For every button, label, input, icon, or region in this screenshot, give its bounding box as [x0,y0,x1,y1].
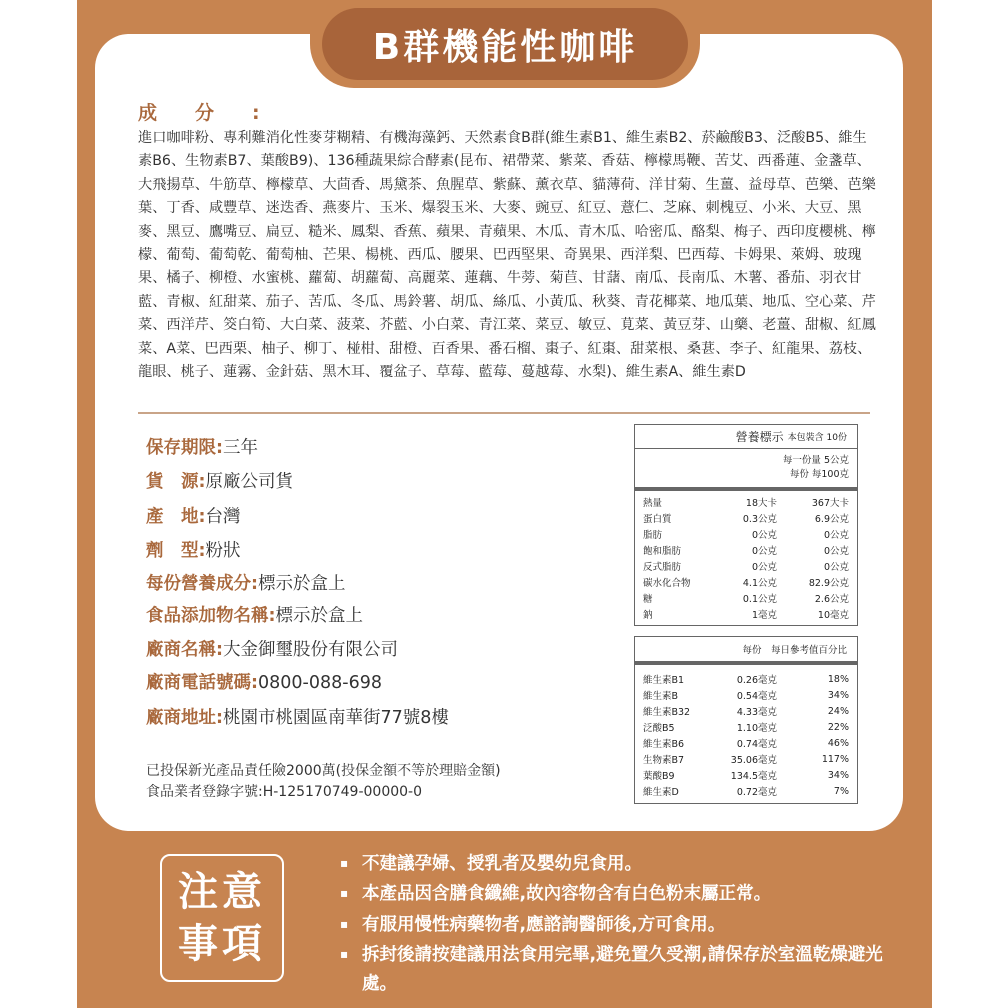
warning-list [340,849,900,1000]
spec-shelf-life: 保存期限:三年 [146,438,258,458]
table-row: 糖 0.1公克 2.6公克 [643,594,849,605]
list-item: ▪ 不建議孕婦、授乳者及嬰幼兒食用。 [340,849,900,879]
table-row: 蛋白質 0.3公克 6.9公克 [643,514,849,525]
table-row: 泛酸B5 1.10毫克 22% [643,721,849,734]
table-row: 鈉 1毫克 10毫克 [643,610,849,621]
ingredients-text: 進口咖啡粉、專利難消化性麥芽糊精、有機海藻鈣、天然素食B群(維生素B1、維生素B2、菸鹼酸B3、泛酸B5、維生素B6、生物素B7、葉酸B9)、136種蔬果綜合酵素(昆布、裙帶菜、紫菜、香菇、檸檬馬鞭、苦艾、西番蓮、金盞草、大飛揚草、牛筋草、檸檬草、大茴香、馬黛茶、魚腥草、紫蘇、薰衣草、貓薄荷、洋甘菊、生薑、益母草、芭樂、芭樂葉、丁香、咸豐草、迷迭香、燕麥片、玉米、爆裂玉米、大麥、豌豆、紅豆、薏仁、芝麻、刺槐豆、小米、大豆、黑麥、黑豆、鷹嘴豆、扁豆、糙米、鳳梨、香蕉、蘋果、青蘋果、木瓜、青木瓜、哈密瓜、酪梨、梅子、西印度櫻桃、檸檬、葡萄、葡萄乾、葡萄柚、芒果、楊桃、西瓜、腰果、巴西堅果、奇異果、西洋梨、巴西莓、卡姆果、萊姆、玻瑰果、橘子、柳橙、水蜜桃、蘿蔔、胡蘿蔔、高麗菜、蓮藕、牛蒡、菊苣、甘藷、南瓜、長南瓜、木薯、番茄、羽衣甘藍、青椒、紅甜菜、茄子、苦瓜、冬瓜、馬鈴薯、胡瓜、絲瓜、小黃瓜、秋葵、青花椰菜、地瓜葉、地瓜、空心菜、芹菜、西洋芹、筊白筍、大白菜、菠菜、芥藍、小白菜、青江菜、菜豆、敏豆、莧菜、黃豆芽、山藥、老薑、甜椒、紅鳳菜、A菜、巴西栗、柚子、柳丁、椪柑、甜橙、百香果、番石榴、棗子、紅棗、甜菜根、桑葚、李子、紅龍果、荔枝、龍眼、桃子、蓮霧、金針菇、黑木耳、覆盆子、草莓、藍莓、蔓越莓、水梨)、維生素A、維生素D [138,130,876,381]
table-row: 碳水化合物 4.1公克 82.9公克 [643,578,849,589]
table-row: 葉酸B9 134.5毫克 34% [643,769,849,782]
spec-additives: 食品添加物名稱:標示於盒上 [146,606,363,626]
table-row: 反式脂肪 0公克 0公克 [643,562,849,573]
warning-label-line1: 注意 [178,869,266,915]
spec-phone: 廠商電話號碼:0800-088-698 [146,673,382,693]
table-row: 生物素B7 35.06毫克 117% [643,753,849,766]
table-row: 脂肪 0公克 0公克 [643,530,849,541]
spec-origin: 產 地:台灣 [146,507,241,527]
warning-label-box [160,854,284,982]
table-row: 飽和脂肪 0公克 0公克 [643,546,849,557]
vitamin-header: 每份 每日參考值百分比 [635,637,857,665]
table-row: 維生素B6 0.74毫克 46% [643,737,849,750]
ingredients-label: 成分: [138,102,298,124]
list-item: ▪ 本產品因含膳食纖維,故內容物含有白色粉末屬正常。 [340,879,900,909]
spec-form: 劑 型:粉狀 [146,541,241,561]
spec-manufacturer: 廠商名稱:大金御璽股份有限公司 [146,640,398,660]
list-item: ▪ 拆封後請按建議用法食用完畢,避免置久受潮,請保存於室溫乾燥避光處。 [340,940,900,1000]
vitamin-table [634,636,858,804]
per-100-label: 每份 每100克 [635,468,857,491]
table-row: 維生素D 0.72毫克 7% [643,785,849,798]
insurance-note: 已投保新光產品責任險2000萬(投保金額不等於理賠金額) [146,763,501,779]
spec-source: 貨 源:原廠公司貨 [146,472,293,492]
warning-label-line2: 事項 [178,921,266,967]
table-row: 熱量 18大卡 367大卡 [643,498,849,509]
divider [138,412,870,414]
table-row: 維生素B32 4.33毫克 24% [643,705,849,718]
table-row: 維生素B 0.54毫克 34% [643,689,849,702]
list-item: ▪ 有服用慢性病藥物者,應諮詢醫師後,方可食用。 [340,910,900,940]
nutrition-header: 營養標示 本包裝含 10份 [635,425,857,449]
spec-nutrition: 每份營養成分:標示於盒上 [146,574,346,594]
table-row: 維生素B1 0.26毫克 18% [643,673,849,686]
per-serving-label: 每一份量 5公克 [782,455,849,466]
registration-note: 食品業者登錄字號:H-125170749-00000-0 [146,784,423,800]
page-title: B群機能性咖啡 [322,8,688,80]
spec-address: 廠商地址:桃園市桃園區南華街77號8樓 [146,708,449,728]
nutrition-table [634,424,858,626]
